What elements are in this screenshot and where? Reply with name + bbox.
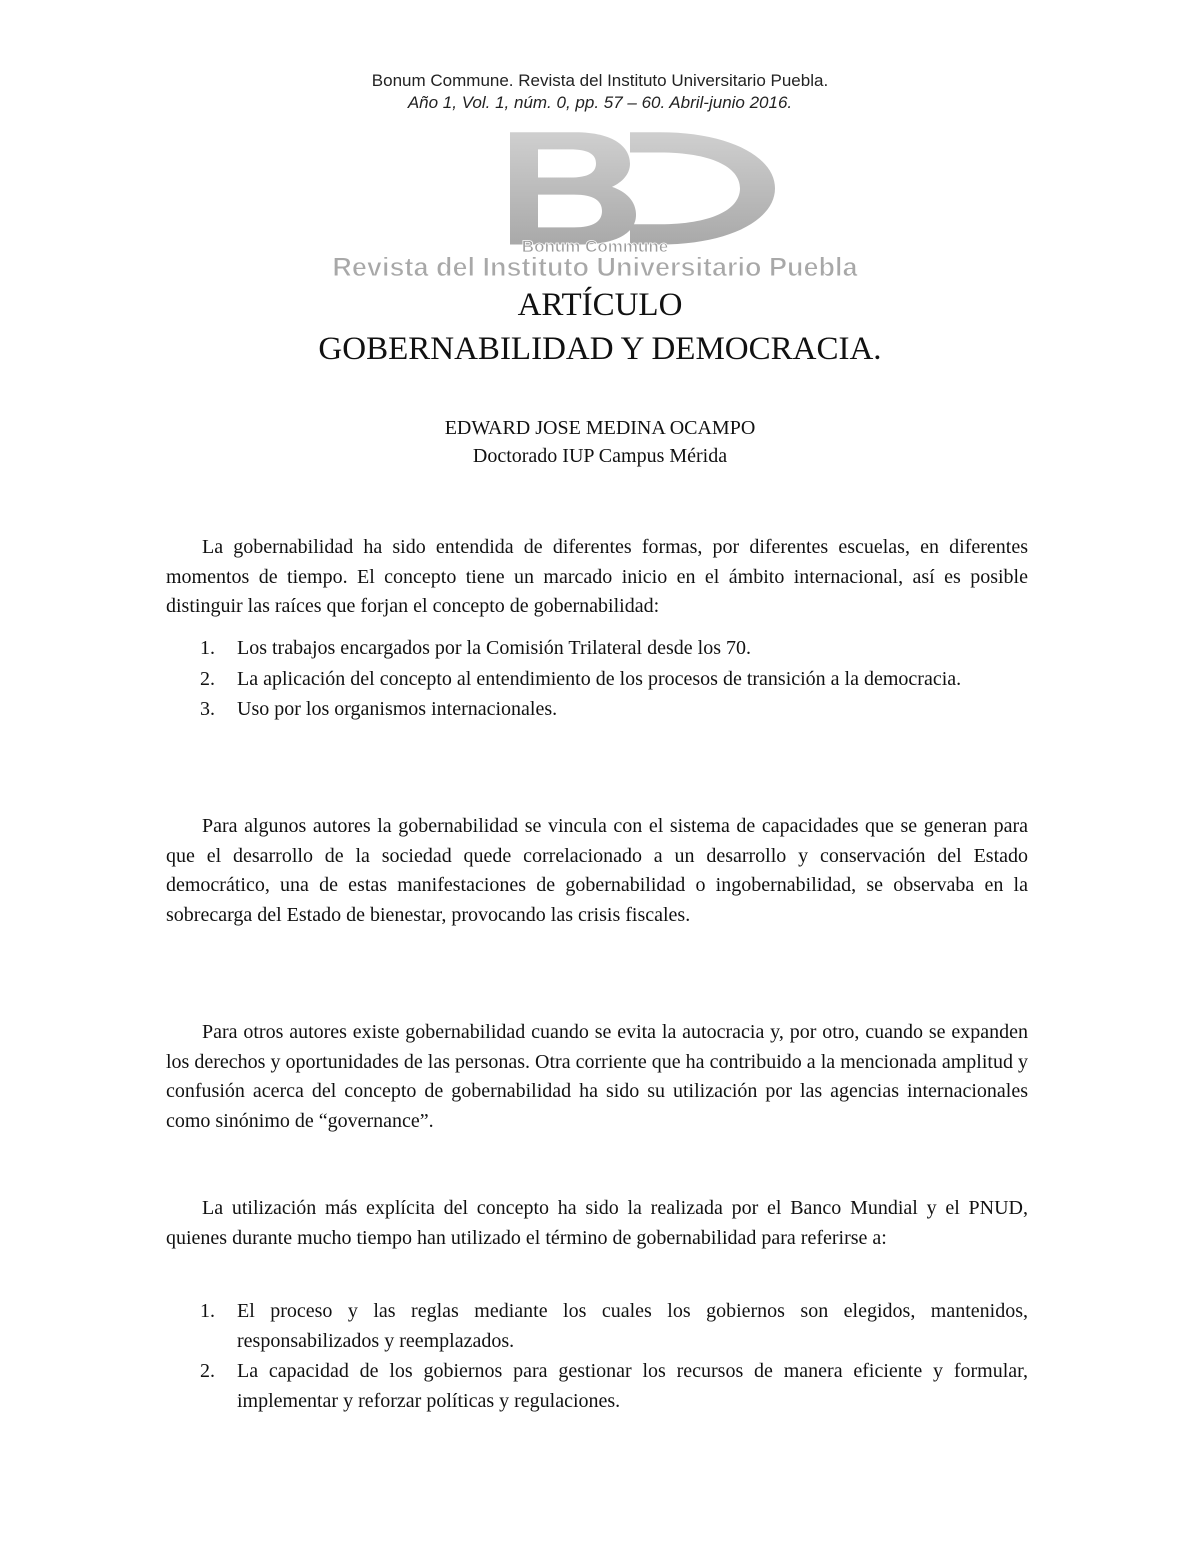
journal-name: Bonum Commune. Revista del Instituto Universitario Puebla. bbox=[371, 71, 829, 90]
list-number: 2. bbox=[200, 1360, 215, 1382]
list-item bbox=[166, 1297, 1028, 1356]
list-text: El proceso y las reglas mediante los cuales los gobiernos son elegidos, mantenidos, responsabilizados y reemplazados. bbox=[237, 1300, 1028, 1352]
roots-list bbox=[166, 634, 1028, 726]
logo-tagline: Revista del Instituto Universitario Puebla bbox=[332, 252, 858, 282]
paragraph-2 bbox=[166, 812, 1028, 930]
list-number: 3. bbox=[200, 698, 215, 720]
list-item bbox=[166, 634, 1028, 664]
list-text: Uso por los organismos internacionales. bbox=[237, 698, 558, 720]
logo-subtitle: Bonum Commune bbox=[521, 237, 669, 256]
list-text: La aplicación del concepto al entendimiento de los procesos de transición a la democracia. bbox=[237, 667, 962, 690]
definition-list bbox=[166, 1297, 1028, 1417]
list-number: 2. bbox=[200, 667, 215, 690]
author-name: EDWARD JOSE MEDINA OCAMPO bbox=[444, 417, 756, 439]
list-text: Los trabajos encargados por la Comisión Trilateral desde los 70. bbox=[237, 637, 751, 659]
list-number: 1. bbox=[200, 1300, 215, 1322]
list-item bbox=[166, 665, 1028, 695]
paragraph-3 bbox=[166, 1018, 1028, 1136]
journal-logo bbox=[330, 132, 860, 282]
journal-header bbox=[0, 70, 1200, 114]
paragraph-text: La gobernabilidad ha sido entendida de diferentes formas, por diferentes escuelas, en diferentes momentos de tiempo. El concepto tiene un marcado inicio en el ámbito internacional, así es posible distinguir las raíces que forjan el concepto de gobernabilidad: bbox=[166, 536, 1028, 617]
journal-issue: Año 1, Vol. 1, núm. 0, pp. 57 – 60. Abril-junio 2016. bbox=[407, 93, 793, 112]
logo-mark bbox=[510, 132, 775, 244]
list-number: 1. bbox=[200, 637, 215, 659]
article-title-block bbox=[0, 283, 1200, 371]
paragraph-text: Para otros autores existe gobernabilidad cuando se evita la autocracia y, por otro, cuando se expanden los derechos y oportunidades de las personas. Otra corriente que ha contribuido a la mencionada amplitud y confusión acerca del concepto de gobernabilidad ha sido su utilización por las agencias internacionales como sinónimo de “governance”. bbox=[166, 1021, 1028, 1132]
paragraph-text: Para algunos autores la gobernabilidad se vincula con el sistema de capacidades que se generan para que el desarrollo de la sociedad quede correlacionado a un desarrollo y conservación del Estado democrático, una de estas manifestaciones de gobernabilidad o ingobernabilidad, se observaba en la sobrecarga del Estado de bienestar, provocando las crisis fiscales. bbox=[166, 815, 1028, 926]
list-item bbox=[166, 1357, 1028, 1416]
paragraph-1 bbox=[166, 533, 1028, 622]
paragraph-text: La utilización más explícita del concepto ha sido la realizada por el Banco Mundial y el PNUD, quienes durante mucho tiempo han utilizado el término de gobernabilidad para referirse a: bbox=[166, 1197, 1028, 1249]
list-item bbox=[166, 695, 1028, 725]
article-type: ARTÍCULO bbox=[517, 287, 683, 323]
article-title: GOBERNABILIDAD Y DEMOCRACIA. bbox=[318, 331, 882, 367]
author-block bbox=[0, 414, 1200, 470]
list-text: La capacidad de los gobiernos para gestionar los recursos de manera eficiente y formular, implementar y reforzar políticas y regulaciones. bbox=[237, 1360, 1028, 1412]
paragraph-4 bbox=[166, 1194, 1028, 1253]
author-affiliation: Doctorado IUP Campus Mérida bbox=[472, 445, 728, 467]
